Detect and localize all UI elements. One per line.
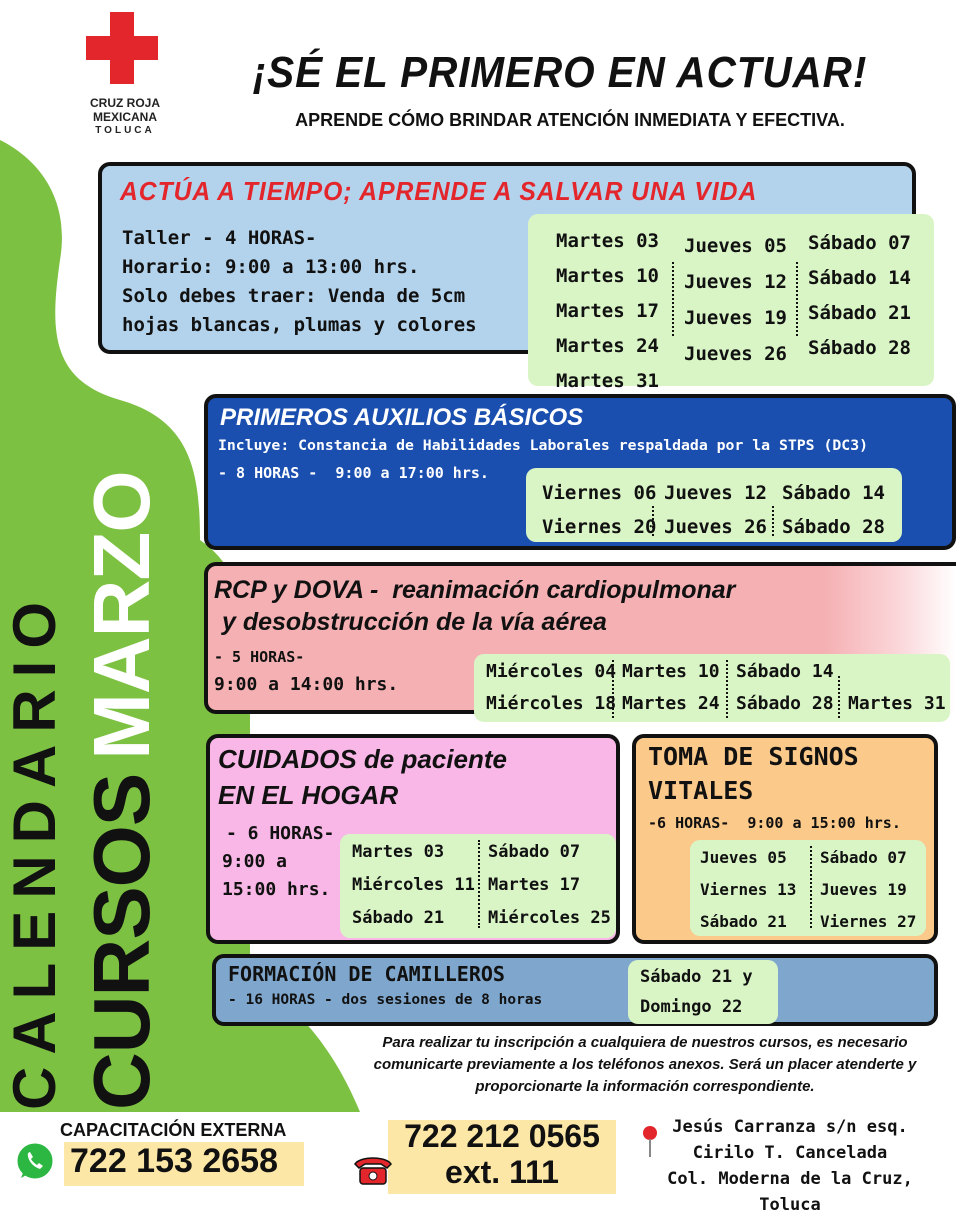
course6-dates: Sábado 21 y Domingo 22 — [640, 967, 753, 1017]
cursos-marzo-words: CURSOSMARZO — [77, 471, 166, 1110]
course3-time: 9:00 a 14:00 hrs. — [214, 674, 399, 695]
course3-hours: - 5 HORAS- — [214, 648, 305, 666]
divider — [652, 506, 654, 536]
vertical-calendar-label — [0, 471, 170, 1110]
course4-dates-col1: Martes 03 Miércoles 11 Sábado 21 — [352, 842, 475, 928]
course3-dates-col3: Sábado 14 Sábado 28 — [736, 661, 834, 714]
course5-dates-col2: Sábado 07 Jueves 19 Viernes 27 — [820, 848, 917, 931]
course5-hours: -6 HORAS- 9:00 a 15:00 hrs. — [648, 814, 901, 832]
course1-details: Taller - 4 HORAS- Horario: 9:00 a 13:00 hrs. Solo debes traer: Venda de 5cm hojas blancas, plumas y colores — [122, 227, 477, 336]
phone-extension: ext. 111 — [445, 1154, 559, 1190]
whatsapp-icon — [12, 1138, 58, 1184]
course5-dates-col1: Jueves 05 Viernes 13 Sábado 21 — [700, 848, 797, 931]
course5-title-line2: VITALES — [648, 776, 754, 805]
org-name: CRUZ ROJA MEXICANA TOLUCA — [89, 96, 160, 136]
course1-title: ACTÚA A TIEMPO; APRENDE A SALVAR UNA VIDA — [120, 176, 758, 206]
divider — [478, 840, 480, 928]
course2-dates-col2: Jueves 12 Jueves 26 — [664, 482, 767, 538]
page-headline: ¡SÉ EL PRIMERO EN ACTUAR! — [252, 48, 868, 97]
divider — [838, 676, 840, 718]
course1-dates-col2: Jueves 05 Jueves 12 Jueves 19 Jueves 26 — [684, 235, 787, 365]
course6-title: FORMACIÓN DE CAMILLEROS — [228, 962, 505, 986]
course2-dates-col1: Viernes 06 Viernes 20 — [542, 482, 657, 538]
course4-dates-col2: Sábado 07 Martes 17 Miércoles 25 — [488, 842, 611, 928]
course2-title: PRIMEROS AUXILIOS BÁSICOS — [220, 404, 584, 431]
course2-dates-col3: Sábado 14 Sábado 28 — [782, 482, 885, 538]
divider — [810, 846, 812, 928]
course4-title-line1: CUIDADOS de paciente — [218, 744, 507, 774]
whatsapp-number[interactable]: 722 153 2658 — [70, 1142, 278, 1180]
divider — [672, 262, 674, 336]
course6-subtitle: - 16 HORAS - dos sesiones de 8 horas — [228, 992, 543, 1008]
phone-number[interactable]: 722 212 0565 — [404, 1118, 600, 1154]
course2-includes: Incluye: Constancia de Habilidades Laborales respaldada por la STPS (DC3) — [218, 438, 869, 454]
course3-dates-col4: Martes 31 — [848, 693, 946, 714]
course2-hours: - 8 HORAS - 9:00 a 17:00 hrs. — [218, 464, 489, 482]
divider — [772, 506, 774, 536]
course1-dates-col3: Sábado 07 Sábado 14 Sábado 21 Sábado 28 — [808, 232, 911, 359]
red-cross-logo-icon — [86, 12, 158, 84]
address: Jesús Carranza s/n esq. Cirilo T. Cancelada Col. Moderna de la Cruz, Toluca — [667, 1117, 913, 1215]
page-subheadline: APRENDE CÓMO BRINDAR ATENCIÓN INMEDIATA Y EFECTIVA. — [295, 110, 845, 130]
course3-title-line2: y desobstrucción de la vía aérea — [222, 608, 607, 636]
course3-title-line1: RCP y DOVA - reanimación cardiopulmonar — [214, 576, 736, 604]
external-training-label: CAPACITACIÓN EXTERNA — [60, 1120, 287, 1140]
course5-title-line1: TOMA DE SIGNOS — [648, 742, 859, 771]
course4-title-line2: EN EL HOGAR — [218, 780, 399, 810]
divider — [796, 262, 798, 336]
divider — [612, 660, 614, 718]
course1-dates-col1: Martes 03 Martes 10 Martes 17 Martes 24 Martes 31 — [556, 230, 659, 392]
calendario-word: CALENDARIO — [1, 590, 68, 1110]
course3-dates-col2: Martes 10 Martes 24 — [622, 661, 720, 714]
registration-note: Para realizar tu inscripción a cualquiera de nuestros cursos, es necesario comunicarte previamente a los teléfonos anexos. Será un placer atenderte y proporcionarte la información correspondiente. — [373, 1034, 917, 1095]
telephone-icon — [352, 1152, 394, 1188]
course3-dates-col1: Miércoles 04 Miércoles 18 — [486, 661, 617, 714]
divider — [726, 660, 728, 718]
course4-details: - 6 HORAS- 9:00 a 15:00 hrs. — [222, 823, 335, 900]
